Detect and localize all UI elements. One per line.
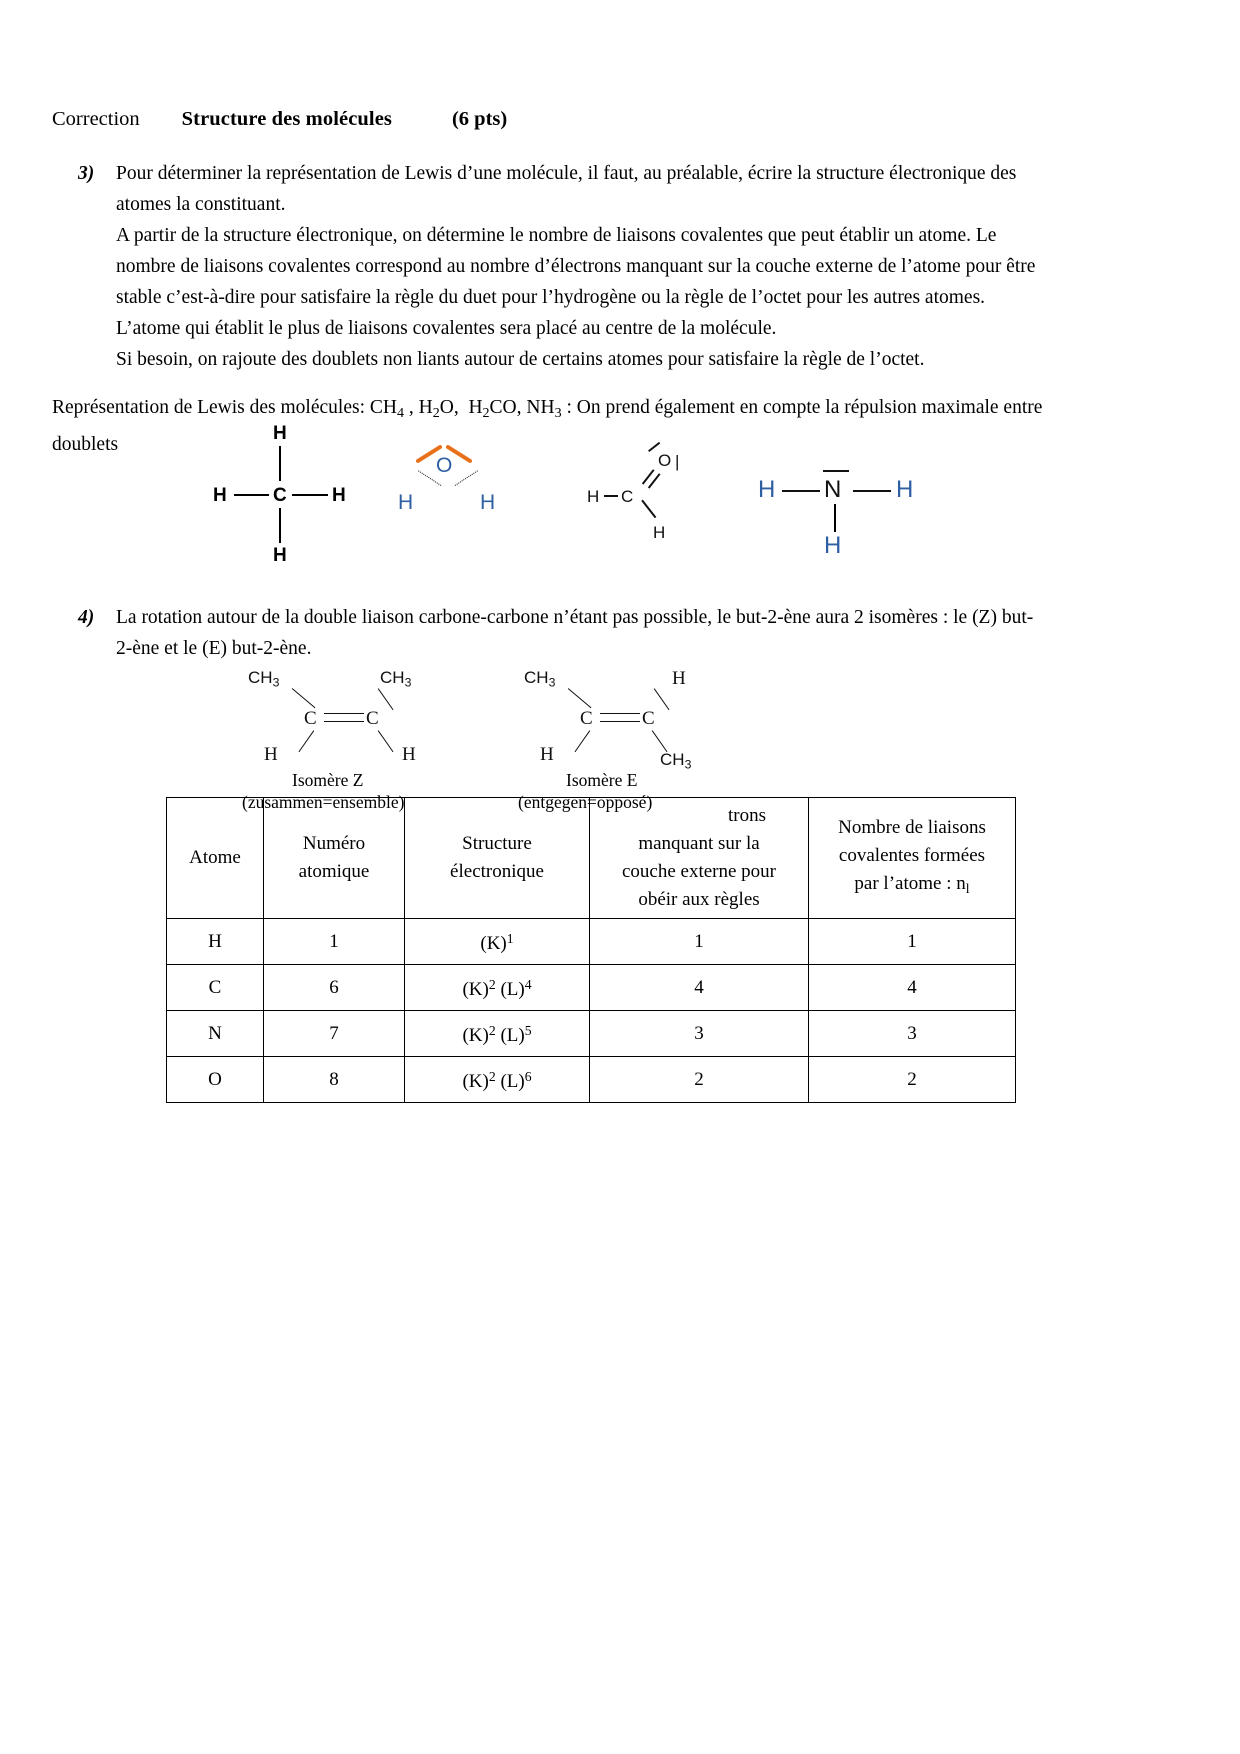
methane-bond-bottom bbox=[279, 508, 281, 543]
column-header-numero-atomique bbox=[264, 798, 405, 919]
cell-numero: 6 bbox=[264, 965, 405, 1011]
column-header-manquants-line-1: trons bbox=[728, 805, 766, 826]
water-oxygen: O bbox=[436, 454, 453, 477]
table-row bbox=[167, 1011, 1016, 1057]
formula-h2o: $H_2O$ bbox=[418, 397, 454, 421]
cell-atome: O bbox=[167, 1057, 264, 1103]
column-header-electrons-manquants bbox=[590, 798, 809, 919]
question-4-block bbox=[78, 602, 1046, 664]
table-header-row bbox=[167, 798, 1016, 919]
lewis-intro-prefix: Représentation de Lewis des molécules: bbox=[52, 397, 370, 418]
cell-liaisons: 1 bbox=[809, 919, 1016, 965]
isomer-e-bond-top-left bbox=[568, 688, 592, 708]
isomer-z-double-bond-upper bbox=[324, 713, 364, 714]
diagram-isomer-z bbox=[242, 660, 478, 812]
diagram-water bbox=[392, 424, 522, 544]
formula-nh3: $NH_3$ bbox=[526, 397, 562, 421]
cell-structure: $(K)^2$ $(L)^6$ bbox=[405, 1057, 590, 1103]
cell-manquant: 2 bbox=[590, 1057, 809, 1103]
ammonia-nitrogen: N bbox=[824, 476, 842, 503]
isomer-e-name: Isomère E bbox=[566, 770, 638, 790]
methane-bond-left bbox=[234, 494, 269, 496]
points-badge: (6 pts) bbox=[451, 108, 508, 130]
table-row bbox=[167, 1057, 1016, 1103]
column-header-manquants-line-3: couche externe pour bbox=[621, 861, 777, 882]
methane-hydrogen-top: H bbox=[273, 423, 287, 444]
table-row bbox=[167, 965, 1016, 1011]
question-4-paragraph-1: La rotation autour de la double liaison carbone-carbone n’étant pas possible, le but-2-ène aura 2 isomères : le (Z) but-2-ène et le (E) but-2-ène. bbox=[116, 607, 1034, 659]
isomer-e-double-bond-upper bbox=[600, 713, 640, 714]
isomer-z-bond-top-left bbox=[292, 688, 316, 708]
lewis-intro-suffix: : On prend également en compte la répulsion maximale entre doublets bbox=[52, 397, 1043, 455]
column-header-atome-line-1: Atome bbox=[189, 847, 241, 868]
lewis-intro-paragraph: Représentation de Lewis des molécules: $CH_4$ , $H_2O$, $H_2CO$, $NH_3$ : On prend également en compte la répulsion maximale entre doublets bbox=[52, 397, 1043, 455]
column-header-structure-line-1: Structure bbox=[462, 833, 532, 854]
cell-structure: $(K)^2$ $(L)^5$ bbox=[405, 1011, 590, 1057]
cell-manquant: 4 bbox=[590, 965, 809, 1011]
column-header-liaisons-line-2: covalentes formées bbox=[838, 844, 986, 866]
ammonia-bond-right bbox=[853, 490, 891, 492]
formaldehyde-oxygen: O bbox=[658, 451, 672, 470]
column-header-manquants-line-2: manquant sur la bbox=[638, 833, 760, 854]
ammonia-bond-left bbox=[782, 490, 820, 492]
isomer-z-top-right-group: $CH_3$ bbox=[380, 668, 412, 690]
column-header-numero-line-2: atomique bbox=[298, 861, 370, 882]
column-header-manquants-line-4: obéir aux règles bbox=[638, 889, 760, 910]
diagram-formaldehyde bbox=[585, 424, 715, 564]
page-title: Structure des molécules bbox=[181, 108, 392, 130]
isomer-e-bottom-left-hydrogen: H bbox=[540, 744, 554, 765]
isomer-z-bond-bottom-right bbox=[377, 730, 393, 752]
cell-structure: $(K)^2$ $(L)^4$ bbox=[405, 965, 590, 1011]
table-header bbox=[167, 798, 1016, 919]
cell-atome: N bbox=[167, 1011, 264, 1057]
isomer-z-subtitle: (zusammen=ensemble) bbox=[242, 792, 405, 812]
ammonia-hydrogen-bottom: H bbox=[824, 532, 842, 559]
question-3-paragraph-2: A partir de la structure électronique, on détermine le nombre de liaisons covalentes que peut établir un atome. Le nombre de liaisons covalentes correspond au nombre d’électrons manquant sur la couche externe de l’atome pour être stable c’est-à-dire pour satisfaire la règle du duet pour l’hydrogène ou la règle de l’octet pour les autres atomes. bbox=[116, 225, 1036, 308]
formula-ch4: $CH_4$ bbox=[369, 397, 404, 421]
isomer-z-top-left-group: $CH_3$ bbox=[248, 668, 280, 690]
cell-numero: 8 bbox=[264, 1057, 405, 1103]
isomer-e-bond-bottom-left bbox=[575, 730, 591, 752]
column-header-liaisons-covalentes bbox=[809, 798, 1016, 919]
ammonia-hydrogen-right: H bbox=[896, 476, 914, 503]
isomer-z-bond-top-right bbox=[377, 688, 393, 710]
page-header bbox=[52, 108, 507, 131]
isomers-figure bbox=[0, 660, 1240, 810]
cell-atome: C bbox=[167, 965, 264, 1011]
question-4-body bbox=[116, 602, 1046, 664]
isomer-e-subtitle: (entgegen=opposé) bbox=[518, 792, 653, 812]
isomer-z-left-carbon: C bbox=[304, 708, 317, 729]
formaldehyde-bond-bottom bbox=[642, 500, 657, 518]
isomer-e-right-carbon: C bbox=[642, 708, 655, 729]
isomer-e-top-left-group: $CH_3$ bbox=[524, 668, 556, 690]
question-3-paragraph-4: Si besoin, on rajoute des doublets non liants autour de certains atomes pour satisfaire la règle de l’octet. bbox=[116, 349, 925, 370]
question-3-paragraph-3: L’atome qui établit le plus de liaisons covalentes sera placé au centre de la molécule. bbox=[116, 318, 777, 339]
table-body bbox=[167, 919, 1016, 1103]
methane-bond-right bbox=[292, 494, 328, 496]
isomer-z-double-bond-lower bbox=[324, 721, 364, 722]
cell-manquant: 1 bbox=[590, 919, 809, 965]
question-3-body bbox=[116, 158, 1046, 375]
cell-structure: $(K)^1$ bbox=[405, 919, 590, 965]
formaldehyde-carbon: C bbox=[621, 487, 634, 506]
ammonia-hydrogen-left: H bbox=[758, 476, 776, 503]
methane-hydrogen-right: H bbox=[332, 485, 346, 506]
isomer-z-bottom-left-hydrogen: H bbox=[264, 744, 278, 765]
ammonia-lone-pair-bar bbox=[823, 470, 849, 472]
lewis-structures-figure bbox=[0, 424, 1240, 584]
cell-liaisons: 4 bbox=[809, 965, 1016, 1011]
formula-h2co: $H_2CO$ bbox=[468, 397, 517, 421]
methane-hydrogen-left: H bbox=[213, 485, 227, 506]
cell-liaisons: 3 bbox=[809, 1011, 1016, 1057]
isomer-z-bond-bottom-left bbox=[299, 730, 315, 752]
column-header-numero-line-1: Numéro bbox=[302, 833, 366, 854]
question-3-block bbox=[78, 158, 1046, 375]
diagram-ammonia bbox=[752, 424, 927, 574]
cell-numero: 7 bbox=[264, 1011, 405, 1057]
isomer-e-bond-top-right bbox=[653, 688, 669, 710]
column-header-liaisons-subscript: l bbox=[965, 880, 970, 896]
water-bond-right bbox=[455, 470, 478, 486]
isomer-e-double-bond-lower bbox=[600, 721, 640, 722]
cell-manquant: 3 bbox=[590, 1011, 809, 1057]
water-hydrogen-right: H bbox=[480, 491, 496, 514]
water-hydrogen-left: H bbox=[398, 491, 414, 514]
cell-numero: 1 bbox=[264, 919, 405, 965]
isomer-e-bottom-right-group: $CH_3$ bbox=[660, 750, 692, 772]
atoms-properties-table bbox=[166, 797, 1016, 1103]
question-3-paragraph-1: Pour déterminer la représentation de Lewis d’une molécule, il faut, au préalable, écrire la structure électronique des atomes la constituant. bbox=[116, 163, 1017, 215]
methane-bond-top bbox=[279, 446, 281, 481]
methane-hydrogen-bottom: H bbox=[273, 545, 287, 566]
table-row bbox=[167, 919, 1016, 965]
isomer-z-bottom-right-hydrogen: H bbox=[402, 744, 416, 765]
question-4-number: 4) bbox=[78, 607, 95, 628]
isomer-e-left-carbon: C bbox=[580, 708, 593, 729]
header-correction-label: Correction bbox=[52, 108, 140, 130]
methane-carbon: C bbox=[273, 485, 287, 506]
column-header-structure-electronique bbox=[405, 798, 590, 919]
formaldehyde-bond-left bbox=[604, 495, 618, 497]
formaldehyde-hydrogen-bottom: H bbox=[653, 523, 666, 542]
formaldehyde-oxygen-lone-pair: | bbox=[675, 452, 680, 471]
isomer-z-right-carbon: C bbox=[366, 708, 379, 729]
cell-liaisons: 2 bbox=[809, 1057, 1016, 1103]
isomer-e-top-right-hydrogen: H bbox=[672, 668, 686, 689]
column-header-liaisons-line-3: par l’atome : n bbox=[854, 872, 966, 894]
diagram-isomer-e bbox=[518, 660, 754, 812]
column-header-liaisons-line-1: Nombre de liaisons bbox=[838, 816, 986, 838]
formaldehyde-hydrogen-left: H bbox=[587, 487, 600, 506]
column-header-structure-line-2: électronique bbox=[450, 861, 544, 882]
isomer-z-name: Isomère Z bbox=[292, 770, 364, 790]
ammonia-bond-bottom bbox=[834, 504, 836, 532]
cell-atome: H bbox=[167, 919, 264, 965]
column-header-atome bbox=[167, 798, 264, 919]
question-3-number: 3) bbox=[78, 163, 95, 184]
diagram-methane bbox=[200, 424, 360, 574]
